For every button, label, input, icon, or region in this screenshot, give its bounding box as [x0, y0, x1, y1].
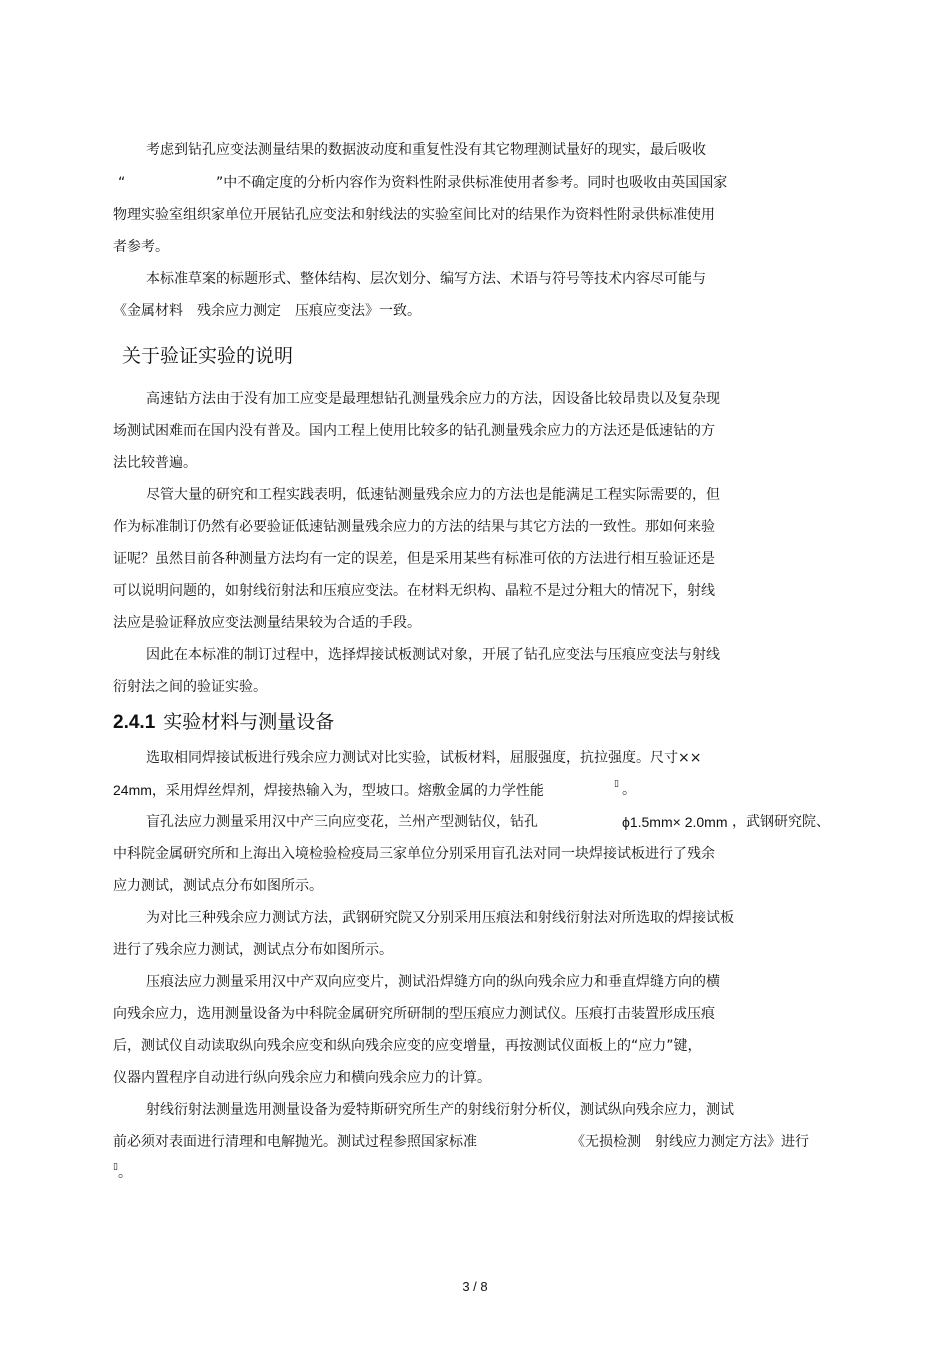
subsection-heading — [113, 710, 334, 735]
paragraph-line: 后，测试仪自动读取纵向残余应变和纵向残余应变的应变增量，再按测试仪面板上的“应力”键， — [113, 1038, 702, 1054]
paragraph-line: 高速钻方法由于没有加工应变是最理想钻孔测量残余应力的方法，因设备比较昂贵以及复杂现 — [146, 391, 720, 407]
section-heading: 关于验证实验的说明 — [122, 345, 294, 367]
quote-open: “ — [118, 175, 126, 191]
paragraph-line: 仪器内置程序自动进行纵向残余应力和横向残余应力的计算。 — [113, 1070, 491, 1086]
paragraph-line — [113, 781, 544, 800]
paragraph-line: 射线衍射法测量选用测量设备为爱特斯研究所生产的射线衍射分析仪，测试纵向残余应力，测试 — [146, 1102, 734, 1118]
paragraph-line: 向残余应力，选用测量设备为中科院金属研究所研制的型压痕应力测试仪。压痕打击装置形成压痕 — [113, 1006, 715, 1022]
paragraph-line: 者参考。 — [113, 239, 169, 255]
paragraph-line: 衍射法之间的验证实验。 — [113, 679, 267, 695]
page-number: 3 / 8 — [462, 1279, 488, 1294]
paragraph-line: 物理实验室组织家单位开展钻孔应变法和射线法的实验室间比对的结果作为资料性附录供标准使用 — [113, 207, 715, 223]
paragraph-line: 本标准草案的标题形式、整体结构、层次划分、编写方法、术语与符号等技术内容尽可能与 — [146, 271, 706, 287]
missing-glyph: ▯ — [113, 1162, 118, 1172]
paragraph-line: 因此在本标准的制订过程中，选择焊接试板测试对象，开展了钻孔应变法与压痕应变法与射线 — [146, 647, 720, 663]
dimension-value: 24mm — [113, 782, 152, 798]
paragraph-line: 盲孔法应力测量采用汉中产三向应变花，兰州产型测钻仪，钻孔 — [146, 814, 538, 830]
paragraph-text: ，武钢研究院、 — [732, 814, 830, 830]
paragraph-line: 证呢？虽然目前各种测量方法均有一定的误差，但是采用某些有标准可依的方法进行相互验证还是 — [113, 551, 715, 567]
paragraph-text: 《无损检测 射线应力测定方法》进行 — [571, 1134, 809, 1150]
paragraph-line: 进行了残余应力测试，测试点分布如图所示。 — [113, 942, 393, 958]
paragraph-line: 前必须对表面进行清理和电解抛光。测试过程参照国家标准 — [113, 1134, 477, 1150]
paragraph-line: 场测试困难而在国内没有普及。国内工程上使用比较多的钻孔测量残余应力的方法还是低速钻的方 — [113, 423, 715, 439]
paragraph-line: 《金属材料 残余应力测定 压痕应变法》一致。 — [113, 303, 421, 319]
paragraph-line: ”中不确定度的分析内容作为资料性附录供标准使用者参考。同时也吸收由英国国家 — [216, 175, 728, 191]
paragraph-line: 作为标准制订仍然有必要验证低速钻测量残余应力的方法的结果与其它方法的一致性。那如何来验 — [113, 519, 715, 535]
paragraph-line: 可以说明问题的，如射线衍射法和压痕应变法。在材料无织构、晶粒不是过分粗大的情况下，射线 — [113, 583, 715, 599]
missing-glyph: ▯ — [614, 779, 619, 789]
paragraph-text: ，采用焊丝焊剂，焊接热输入为，型坡口。熔敷金属的力学性能 — [151, 783, 544, 799]
paragraph-line: 考虑到钻孔应变法测量结果的数据波动度和重复性没有其它物理测试量好的现实，最后吸收 — [146, 142, 706, 158]
paragraph-line: 应力测试，测试点分布如图所示。 — [113, 878, 323, 894]
subsection-number: 2.4.1 — [113, 712, 156, 733]
paragraph-line: 选取相同焊接试板进行残余应力测试对比实验，试板材料，屈服强度，抗拉强度。尺寸×× — [146, 750, 702, 766]
paragraph-line: 中科院金属研究所和上海出入境检验检疫局三家单位分别采用盲孔法对同一块焊接试板进行了残余 — [113, 846, 715, 862]
paragraph-line: 压痕法应力测量采用汉中产双向应变片，测试沿焊缝方向的纵向残余应力和垂直焊缝方向的横 — [146, 974, 720, 990]
paragraph-line: 尽管大量的研究和工程实践表明，低速钻测量残余应力的方法也是能满足工程实际需要的，但 — [146, 487, 720, 503]
paragraph-line: 为对比三种残余应力测试方法，武钢研究院又分别采用压痕法和射线衍射法对所选取的焊接试板 — [146, 910, 734, 926]
paragraph-line: 法应是验证释放应变法测量结果较为合适的手段。 — [113, 615, 421, 631]
subsection-title: 实验材料与测量设备 — [163, 711, 335, 733]
paragraph-text: 。 — [118, 1165, 132, 1181]
paragraph-text: 。 — [622, 782, 636, 798]
drill-size-value: ϕ1.5mm× 2.0mm — [622, 814, 728, 830]
paragraph-line: 法比较普遍。 — [113, 455, 197, 471]
